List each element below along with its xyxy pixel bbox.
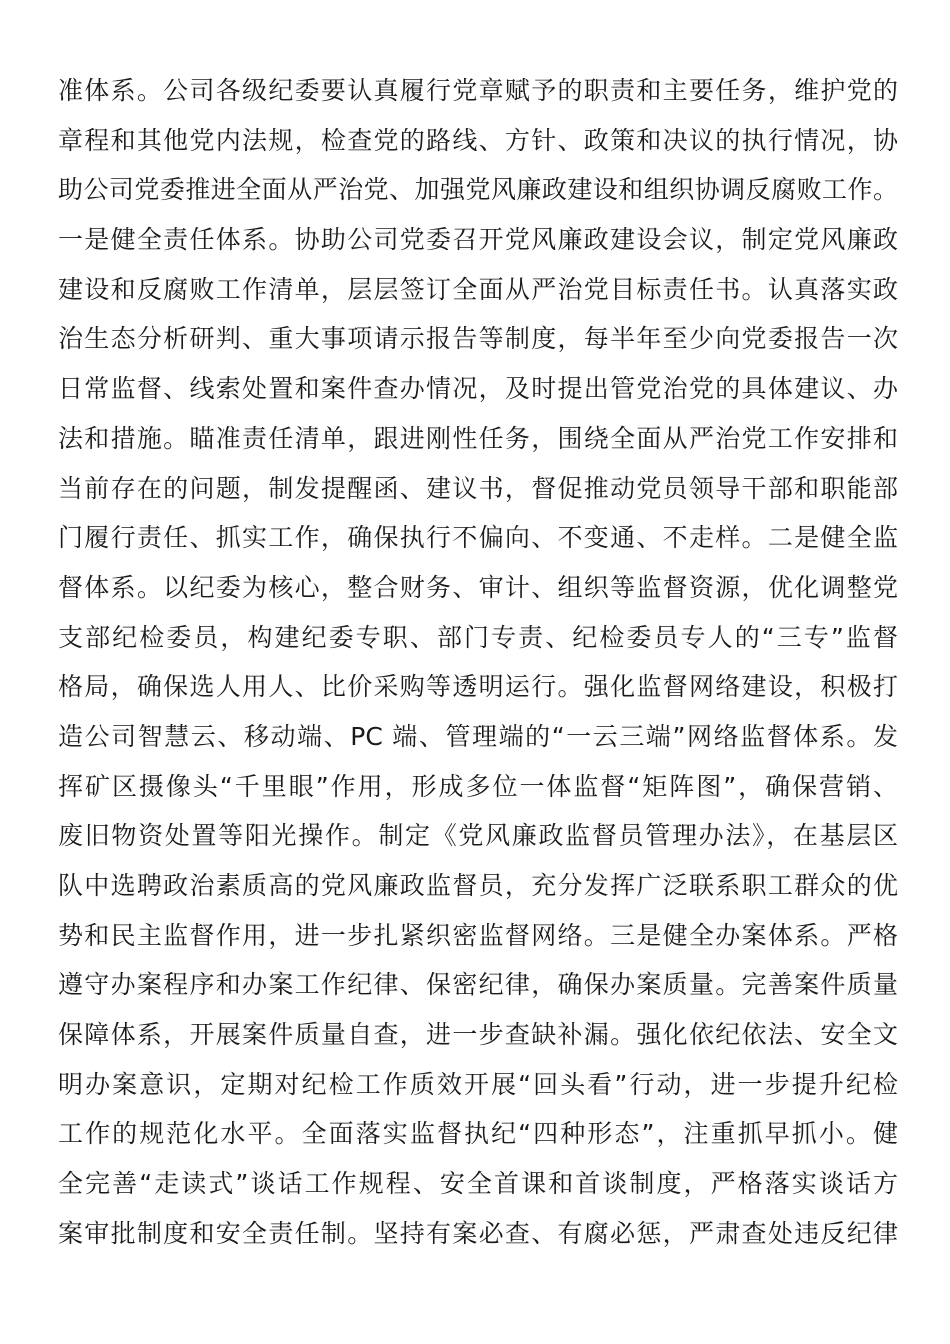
text-line: 门履行责任、抓实工作，确保执行不偏向、不变通、不走样。二是健全监 bbox=[58, 523, 898, 553]
text-line: 督体系。以纪委为核心，整合财务、审计、组织等监督资源，优化调整党 bbox=[58, 572, 898, 602]
text-line: 一是健全责任体系。协助公司党委召开党风廉政建设会议，制定党风廉政 bbox=[58, 225, 898, 255]
text-line: 工作的规范化水平。全面落实监督执纪“四种形态”，注重抓早抓小。健 bbox=[58, 1119, 898, 1149]
text-line: 队中选聘政治素质高的党风廉政监督员，充分发挥广泛联系职工群众的优 bbox=[58, 871, 898, 900]
text-line: 助公司党委推进全面从严治党、加强党风廉政建设和组织协调反腐败工作。 bbox=[58, 175, 898, 205]
text-line: 势和民主监督作用，进一步扎紧织密监督网络。三是健全办案体系。严格 bbox=[58, 920, 898, 950]
text-line: 明办案意识，定期对纪检工作质效开展“回头看”行动，进一步提升纪检 bbox=[58, 1069, 898, 1099]
text-line: 日常监督、线索处置和案件查办情况，及时提出管党治党的具体建议、办 bbox=[58, 374, 898, 404]
text-line: 格局，确保选人用人、比价采购等透明运行。强化监督网络建设，积极打 bbox=[58, 672, 898, 702]
text-line: 治生态分析研判、重大事项请示报告等制度，每半年至少向党委报告一次 bbox=[58, 324, 898, 354]
text-line: 挥矿区摄像头“千里眼”作用，形成多位一体监督“矩阵图”，确保营销、 bbox=[58, 771, 898, 801]
text-line: 全完善“走读式”谈话工作规程、安全首课和首谈制度，严格落实谈话方 bbox=[58, 1169, 898, 1199]
text-line: 准体系。公司各级纪委要认真履行党章赋予的职责和主要任务，维护党的 bbox=[58, 76, 898, 105]
text-line: 建设和反腐败工作清单，层层签订全面从严治党目标责任书。认真落实政 bbox=[58, 274, 898, 304]
text-line: 法和措施。瞄准责任清单，跟进刚性任务，围绕全面从严治党工作安排和 bbox=[58, 423, 898, 453]
text-line: 案审批制度和安全责任制。坚持有案必查、有腐必惩，严肃查处违反纪律 bbox=[58, 1218, 898, 1248]
body-text bbox=[58, 66, 898, 1259]
text-line: 遵守办案程序和办案工作纪律、保密纪律，确保办案质量。完善案件质量 bbox=[58, 970, 898, 1000]
text-line: 废旧物资处置等阳光操作。制定《党风廉政监督员管理办法》，在基层区 bbox=[58, 821, 898, 851]
text-line: 造公司智慧云、移动端、PC 端、管理端的“一云三端”网络监督体系。发 bbox=[58, 721, 898, 751]
text-line: 保障体系，开展案件质量自查，进一步查缺补漏。强化依纪依法、安全文 bbox=[58, 1020, 898, 1050]
text-line: 当前存在的问题，制发提醒函、建议书，督促推动党员领导干部和职能部 bbox=[58, 473, 898, 503]
text-line: 支部纪检委员，构建纪委专职、部门专责、纪检委员专人的“三专”监督 bbox=[58, 622, 898, 652]
text-line: 章程和其他党内法规，检查党的路线、方针、政策和决议的执行情况，协 bbox=[58, 125, 898, 155]
